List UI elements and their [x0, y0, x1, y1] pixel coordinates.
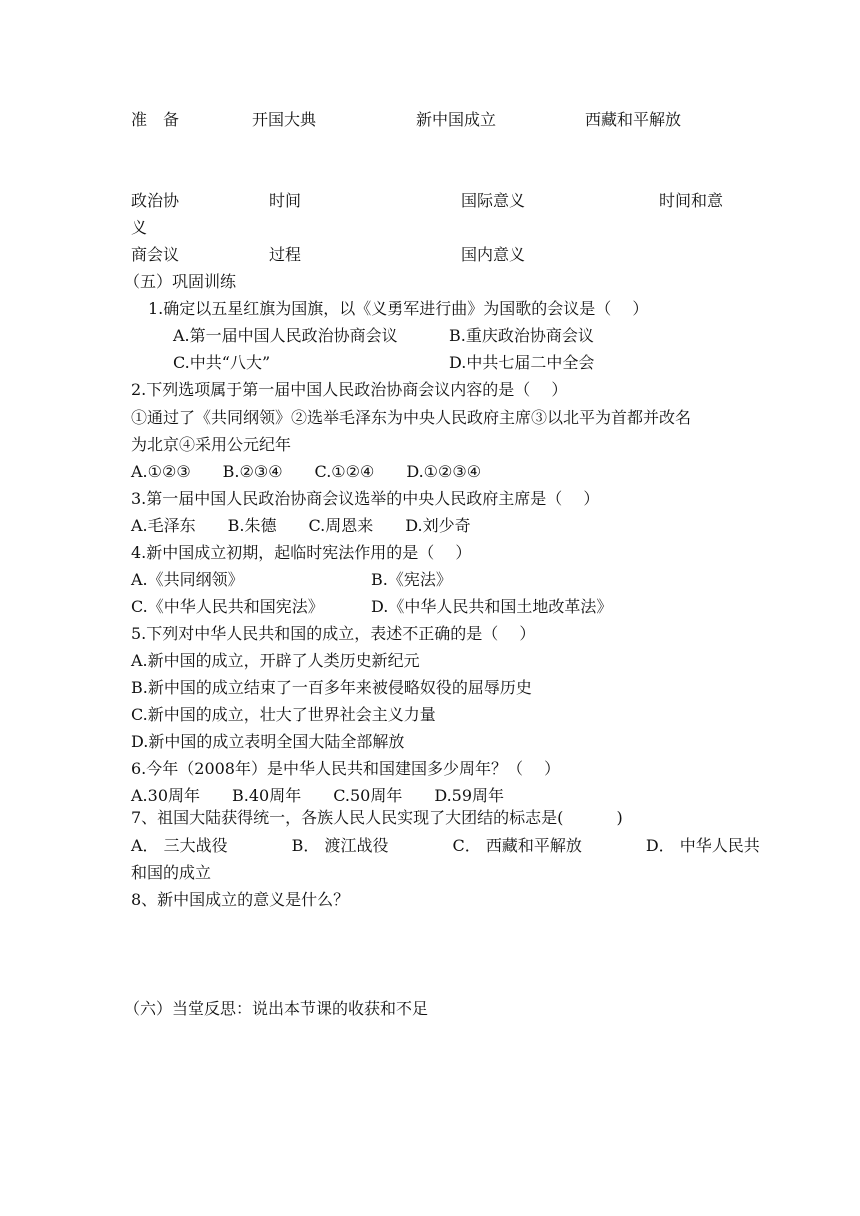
question-7-options-cont: 和国的成立: [131, 863, 212, 882]
diagram-label-cppcc-part1: 政治协: [131, 191, 180, 210]
question-5-stem: 5.下列对中华人民共和国的成立，表述不正确的是（ ）: [131, 624, 536, 643]
question-1-option-c: C.中共“八大”: [173, 353, 271, 372]
diagram-label-tibet-liberation: 西藏和平解放: [585, 110, 682, 129]
diagram-label-international-significance: 国际意义: [461, 191, 526, 210]
diagram-label-founding-ceremony: 开国大典: [252, 110, 317, 129]
question-6-options: A.30周年 B.40周年 C.50周年 D.59周年: [131, 786, 505, 805]
question-5-option-c: C.新中国的成立，壮大了世界社会主义力量: [131, 705, 436, 724]
question-3-options: A.毛泽东 B.朱德 C.周恩来 D.刘少奇: [131, 516, 471, 535]
question-1-option-a: A.第一届中国人民政治协商会议: [173, 326, 398, 345]
question-8-stem: 8、新中国成立的意义是什么？: [131, 890, 350, 909]
question-4-option-c: C.《中华人民共和国宪法》: [131, 597, 324, 616]
question-2-stem: 2.下列选项属于第一届中国人民政治协商会议内容的是（ ）: [131, 380, 568, 399]
question-4-option-b: B.《宪法》: [371, 570, 452, 589]
diagram-label-cppcc-part2: 商会议: [131, 245, 180, 264]
question-7-options: A． 三大战役 B． 渡江战役 C． 西藏和平解放 D． 中华人民共: [131, 836, 760, 855]
diagram-label-time: 时间: [269, 191, 302, 210]
section-title-consolidation: （五）巩固训练: [124, 272, 237, 291]
question-2-options: A.①②③ B.②③④ C.①②④ D.①②③④: [131, 462, 482, 481]
question-5-option-a: A.新中国的成立，开辟了人类历史新纪元: [131, 651, 420, 670]
diagram-label-domestic-significance: 国内意义: [461, 245, 526, 264]
question-1-option-b: B.重庆政治协商会议: [449, 326, 594, 345]
question-4-stem: 4.新中国成立初期，起临时宪法作用的是（ ）: [131, 543, 472, 562]
question-6-stem: 6.今年（2008年）是中华人民共和国建国多少周年？（ ）: [131, 759, 561, 778]
question-3-stem: 3.第一届中国人民政治协商会议选举的中央人民政府主席是（ ）: [131, 489, 600, 508]
diagram-label-preparation: 准 备: [131, 110, 180, 129]
diagram-label-significance-cont: 义: [131, 218, 148, 237]
question-2-line1: ①通过了《共同纲领》②选举毛泽东为中央人民政府主席③以北平为首都并改名: [131, 408, 692, 427]
diagram-label-time-and-significance: 时间和意: [659, 191, 724, 210]
question-7-stem: 7、祖国大陆获得统一，各族人民人民实现了大团结的标志是( ): [131, 808, 623, 827]
question-5-option-d: D.新中国的成立表明全国大陆全部解放: [131, 732, 405, 751]
question-5-option-b: B.新中国的成立结束了一百多年来被侵略奴役的屈辱历史: [131, 678, 532, 697]
question-4-option-d: D.《中华人民共和国土地改革法》: [371, 597, 613, 616]
section-title-reflection: （六）当堂反思：说出本节课的收获和不足: [124, 999, 429, 1018]
question-1-stem: 1.确定以五星红旗为国旗，以《义勇军进行曲》为国歌的会议是（ ）: [148, 299, 649, 318]
diagram-label-process: 过程: [269, 245, 302, 264]
question-1-option-d: D.中共七届二中全会: [449, 353, 595, 372]
diagram-label-prc-founding: 新中国成立: [416, 110, 497, 129]
question-2-line2: 为北京④采用公元纪年: [131, 435, 292, 454]
question-4-option-a: A.《共同纲领》: [131, 570, 244, 589]
